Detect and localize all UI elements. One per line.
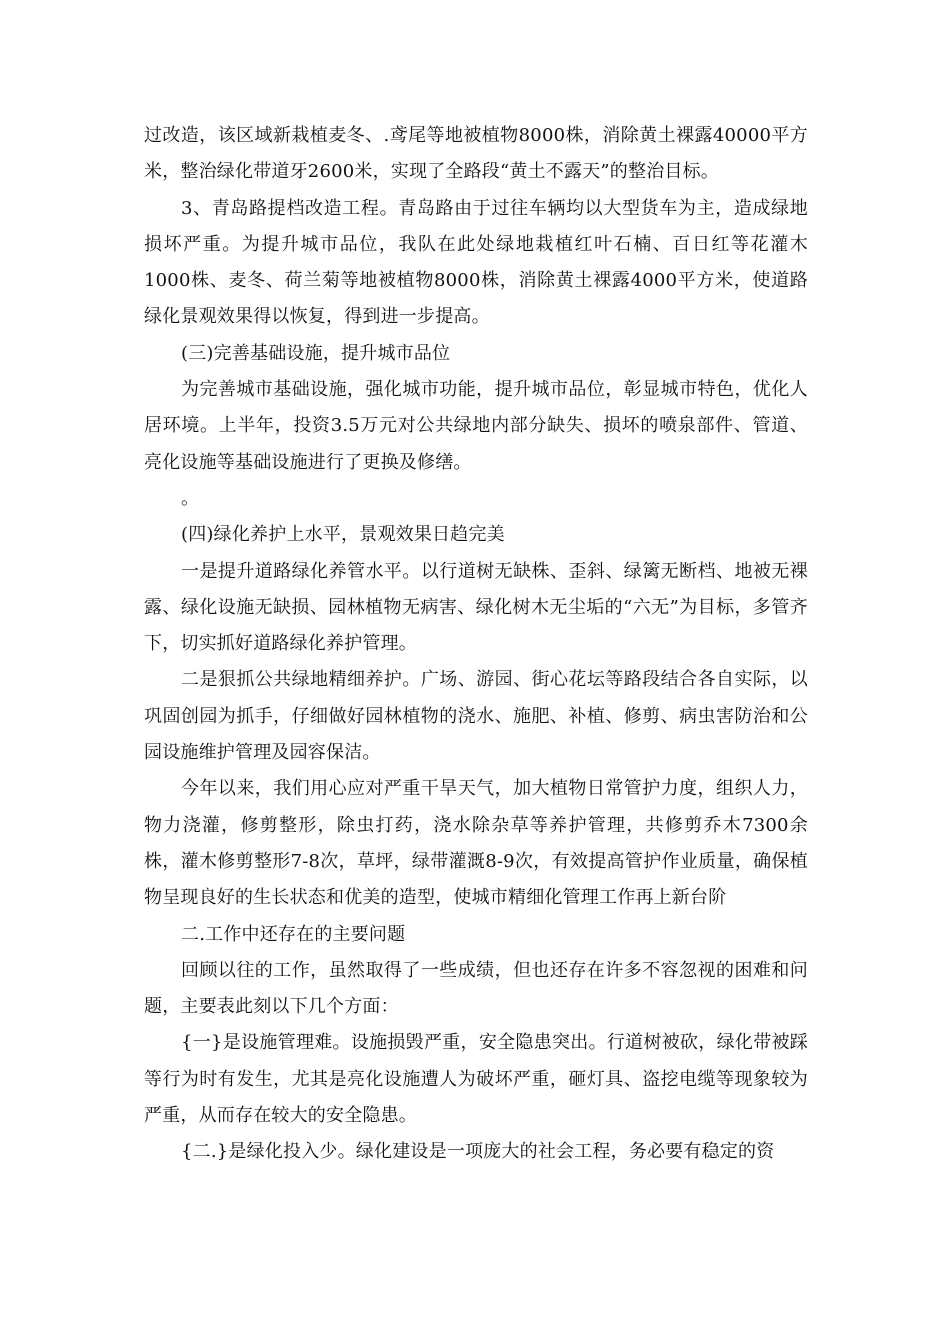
section-heading: 二.工作中还存在的主要问题 <box>181 923 406 945</box>
paragraph: 。 <box>181 487 200 509</box>
paragraph: 过改造，该区域新栽植麦冬、.鸢尾等地被植物8000株，消除黄土裸露40000平方米，整治绿化带道牙2600米，实现了全路段“黄土不露天”的整治目标。 <box>144 125 808 183</box>
paragraph: {一}是设施管理难。设施损毁严重，安全隐患突出。行道树被砍，绿化带被踩等行为时有发生，尤其是亮化设施遭人为破坏严重，砸灯具、盗挖电缆等现象较为严重，从而存在较大的安全隐患。 <box>144 1032 808 1127</box>
paragraph: 3、青岛路提档改造工程。青岛路由于过往车辆均以大型货车为主，造成绿地损坏严重。为提升城市品位，我队在此处绿地栽植红叶石楠、百日红等花灌木1000株、麦冬、荷兰菊等地被植物8000株，消除黄土裸露4000平方米，使道路绿化景观效果得以恢复，得到进一步提高。 <box>144 197 808 328</box>
paragraph: 为完善城市基础设施，强化城市功能，提升城市品位，彰显城市特色，优化人居环境。上半年，投资3.5万元对公共绿地内部分缺失、损坏的喷泉部件、管道、亮化设施等基础设施进行了更换及修缮。 <box>144 379 808 473</box>
section-heading: (三)完善基础设施，提升城市品位 <box>181 342 451 364</box>
paragraph: 二是狠抓公共绿地精细养护。广场、游园、街心花坛等路段结合各自实际，以巩固创园为抓手，仔细做好园林植物的浇水、施肥、补植、修剪、病虫害防治和公园设施维护管理及园容保洁。 <box>144 669 808 764</box>
section-heading: (四)绿化养护上水平，景观效果日趋完美 <box>181 524 505 546</box>
paragraph: 回顾以往的工作，虽然取得了一些成绩，但也还存在许多不容忽视的困难和问题，主要表此刻以下几个方面： <box>144 959 808 1018</box>
document-body <box>144 118 808 1171</box>
paragraph: {二.}是绿化投入少。绿化建设是一项庞大的社会工程，务必要有稳定的资 <box>181 1141 775 1163</box>
paragraph: 一是提升道路绿化养管水平。以行道树无缺株、歪斜、绿篱无断档、地被无裸露、绿化设施无缺损、园林植物无病害、绿化树木无尘垢的“六无”为目标，多管齐下，切实抓好道路绿化养护管理。 <box>144 560 808 655</box>
paragraph: 今年以来，我们用心应对严重干旱天气，加大植物日常管护力度，组织人力，物力浇灌，修剪整形，除虫打药，浇水除杂草等养护管理，共修剪乔木7300余株，灌木修剪整形7-8次，草坪，绿带灌溉8-9次，有效提高管护作业质量，确保植物呈现良好的生长状态和优美的造型，使城市精细化管理工作再上新台阶 <box>144 778 808 909</box>
